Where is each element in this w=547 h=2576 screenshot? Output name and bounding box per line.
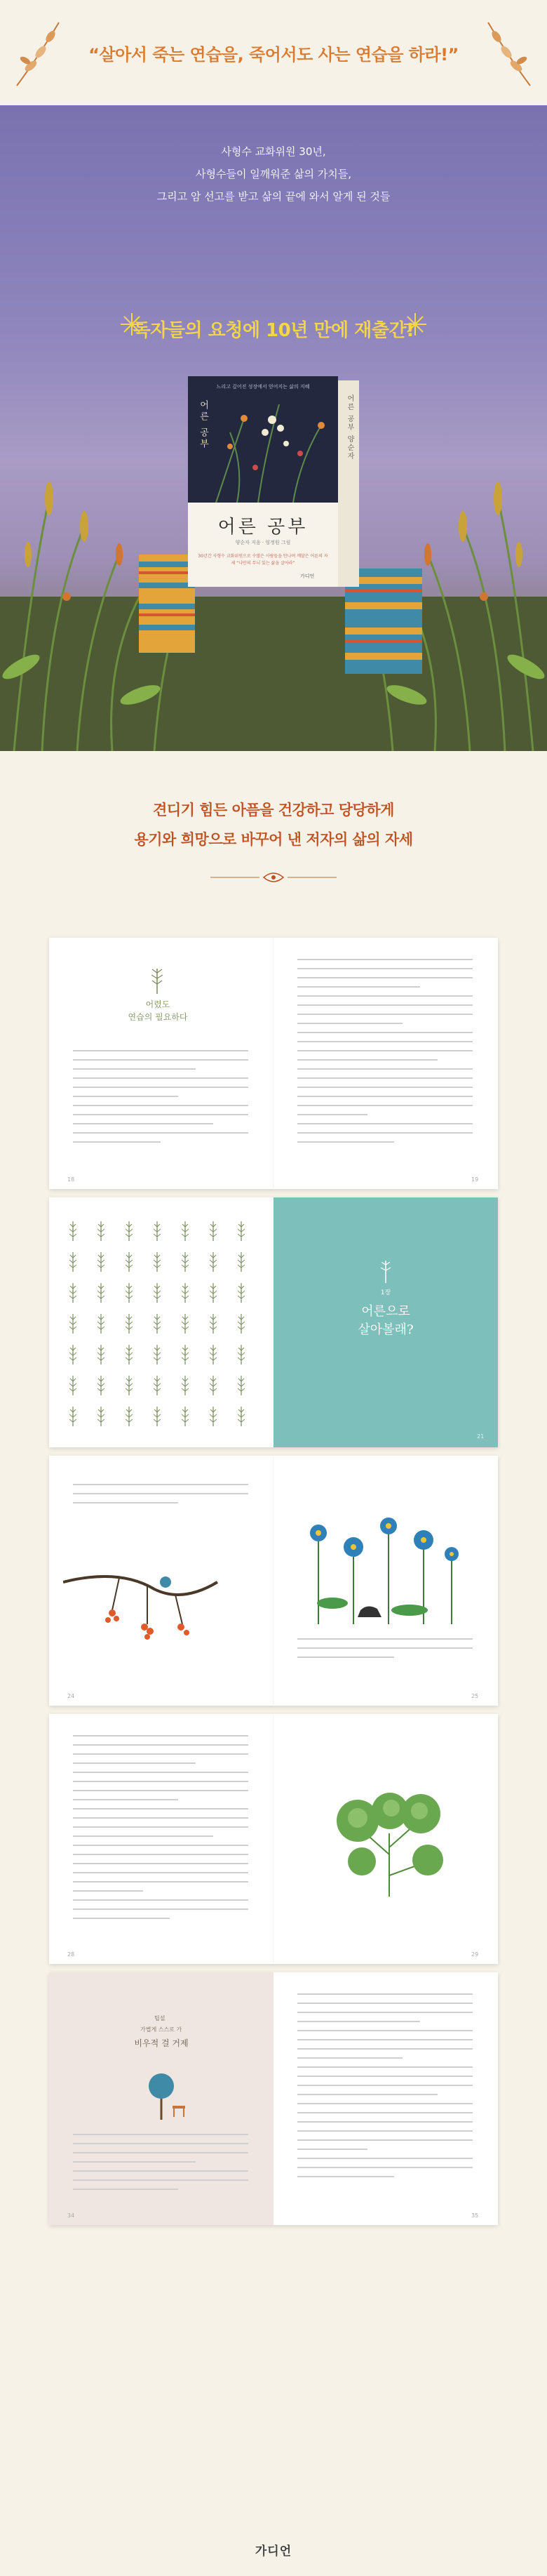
page-number: 29: [471, 1951, 479, 1958]
reissue-banner: 독자들의 요청에 10년 만에 재출간!: [133, 320, 414, 341]
cover-title-panel: [188, 503, 338, 587]
message-line: 견디기 힘든 아픔을 건강하고 당당하게: [153, 802, 394, 818]
body-text-right: [297, 1638, 473, 1666]
footer: [0, 2527, 547, 2576]
body-text-right: [297, 1993, 473, 2185]
headline-quote: “살아서 죽는 연습을, 죽어서도 사는 연습을 하라!”: [88, 45, 459, 65]
book-author: 양순자 지음 · 엄정원 그림: [235, 540, 291, 545]
tree-and-chair-illustration: [126, 2071, 196, 2120]
pink-page-panel: [49, 1972, 274, 2225]
chapter-subtitle: 가볍게 스스로 가: [140, 2026, 182, 2033]
page-gutter: [273, 1456, 274, 1706]
page-gutter: [273, 938, 274, 1189]
page-number: 19: [471, 1176, 479, 1183]
leafy-plant-illustration: [330, 1770, 449, 1897]
body-text-left: [73, 1050, 248, 1150]
page-number: 34: [67, 2212, 75, 2219]
book-spine: [338, 380, 359, 587]
cover-garden-illustration: [188, 376, 338, 503]
page-spread-4: [49, 1714, 498, 1964]
striped-blanket-left: [139, 555, 195, 653]
book-cover: [188, 376, 353, 587]
cover-tagline: 느리고 깊어진 성장에서 얻어지는 삶의 지혜: [216, 384, 310, 390]
chapter-opener-panel: [274, 1197, 498, 1447]
page-spread-2: [49, 1197, 498, 1447]
message-section: [0, 751, 547, 934]
page-number: 24: [67, 1693, 75, 1699]
spine-text: 어른 공부 양순자: [346, 394, 353, 461]
publisher-logo: 가디언: [255, 2544, 292, 2558]
ornament-divider-icon: [210, 869, 337, 886]
chapter-title-line: 연습의 필요하다: [128, 1012, 188, 1022]
book-publisher: 가디언: [300, 573, 315, 579]
message-line: 용기와 희망으로 바꾸어 낸 저자의 삶의 자세: [134, 831, 413, 848]
page-number: 28: [67, 1951, 75, 1958]
header-section: [0, 0, 547, 105]
body-text-right: [297, 959, 473, 1150]
book-title: 어른 공부: [217, 517, 309, 538]
chapter-title: [112, 998, 203, 1023]
sprout-icon: [379, 1258, 393, 1283]
sprout-pattern-illustration: [66, 1214, 257, 1430]
berry-branch-illustration: [63, 1554, 231, 1645]
page-number: 18: [67, 1176, 75, 1183]
cover-art: [188, 376, 338, 503]
intro-line: 사형수 교화위원 30년,: [221, 145, 326, 158]
sprout-icon: [149, 966, 166, 994]
intro-line: 그리고 암 선고를 받고 삶의 끝에 와서 알게 된 것들: [156, 190, 391, 203]
blue-flowers-illustration: [290, 1505, 480, 1624]
chapter-number: 1장: [380, 1289, 391, 1296]
cover-vertical-title: 어른 공부: [198, 400, 208, 451]
page-gutter: [273, 1714, 274, 1964]
chapter-tag: 팁설: [154, 2015, 166, 2021]
page-spread-1: [49, 938, 498, 1189]
chapter-opener-title: 어른으로 살아볼래?: [358, 1304, 414, 1337]
hero-section: [0, 105, 547, 751]
intro-line: 사형수들이 일깨워준 삶의 가치들,: [196, 168, 351, 180]
body-text-left: [73, 2134, 248, 2198]
body-text-left: [73, 1484, 248, 1511]
page-spread-3: [49, 1456, 498, 1706]
page-number: 21: [477, 1433, 485, 1440]
page-number: 35: [471, 2212, 479, 2219]
chapter-title-line: 어렸도: [145, 1000, 170, 1009]
body-text-left: [73, 1735, 248, 1927]
book-blurb: 30년간 사형수 교화위원으로 수많은 사람들을 만나며 깨달은 어른의 자세 “나만의 무늬 있는 삶을 살아라”: [198, 554, 328, 566]
page-number: 25: [471, 1693, 479, 1699]
page-spread-5: [49, 1972, 498, 2225]
chapter-title: 비우적 걸 거제: [134, 2038, 189, 2048]
